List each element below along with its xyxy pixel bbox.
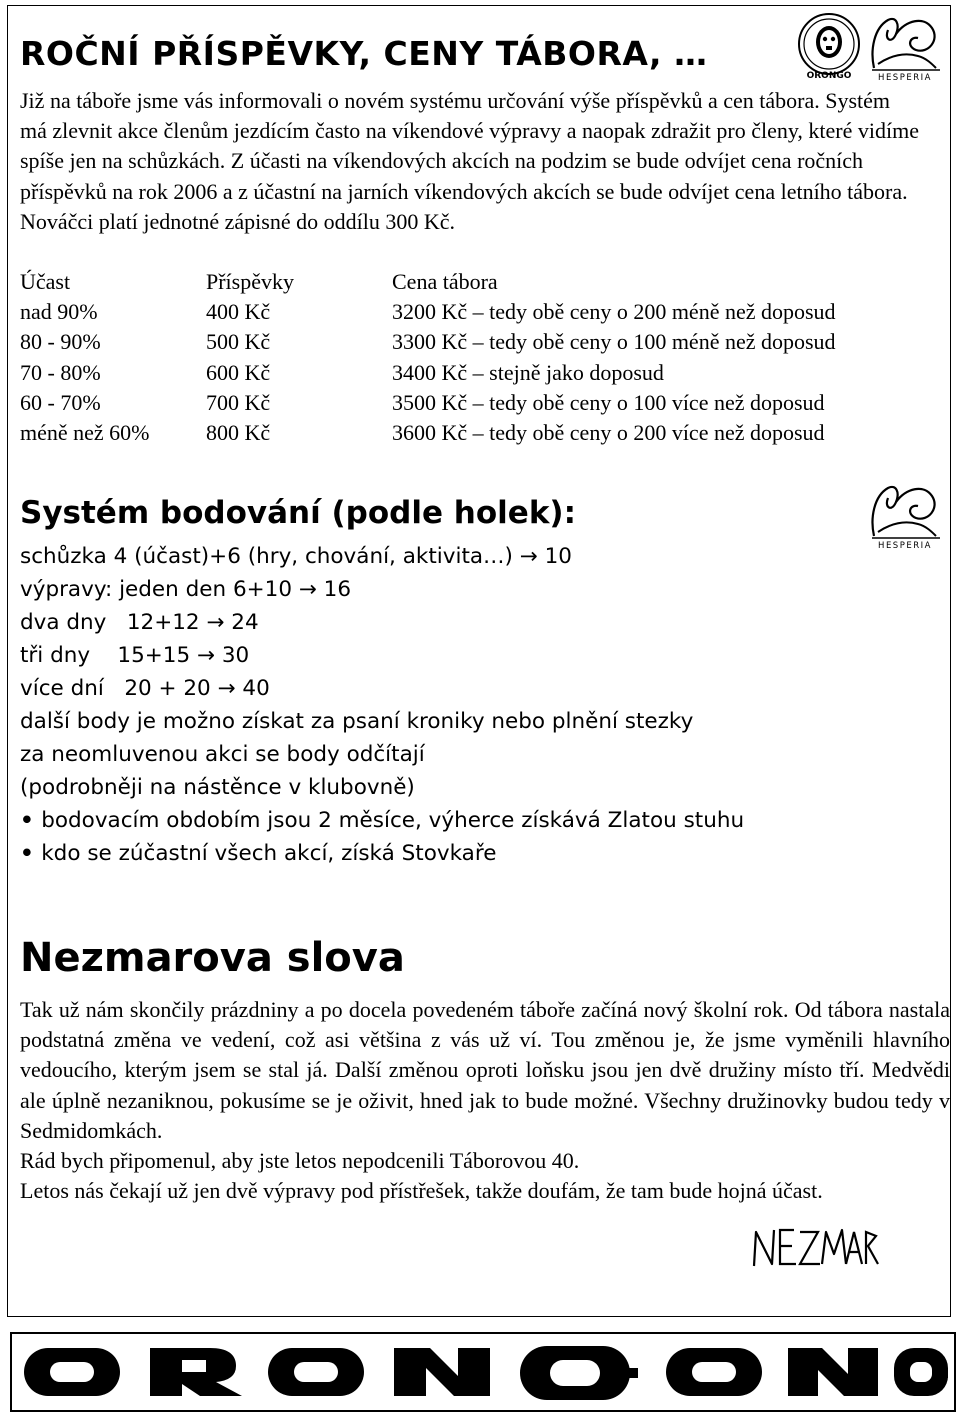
header-fees: Příspěvky — [206, 269, 294, 294]
article-paragraph: Rád bych připomenul, aby jste letos nepodcenili Táborovou 40. — [20, 1148, 580, 1174]
participation-cell: 70 - 80% — [20, 359, 101, 385]
list-item: (podrobněji na nástěnce v klubovně) — [20, 775, 415, 800]
svg-text:HESPERIA: HESPERIA — [878, 73, 932, 82]
svg-text:ORONGO: ORONGO — [806, 71, 852, 81]
fee-cell: 600 Kč — [206, 359, 271, 385]
list-item: dva dny 12+12 → 24 — [20, 610, 259, 635]
camp-price-cell: 3200 Kč – tedy obě ceny o 200 méně než doposud — [392, 299, 836, 325]
svg-text:HESPERIA: HESPERIA — [878, 541, 932, 550]
fees-table-header — [20, 267, 836, 297]
table-row — [20, 388, 836, 418]
header-camp-price: Cena tábora — [392, 269, 498, 294]
points-list — [20, 540, 744, 870]
fees-table — [20, 267, 836, 448]
camp-price-cell: 3600 Kč – tedy obě ceny o 200 více než doposud — [392, 420, 825, 446]
nezmar-article — [20, 995, 950, 1206]
camp-price-cell: 3400 Kč – stejně jako doposud — [392, 359, 664, 385]
points-title: Systém bodování (podle holek): — [20, 495, 577, 531]
orongo-banner-icon — [10, 1332, 956, 1412]
fees-intro-text: Již na táboře jsme vás informovali o novém systému určování výše příspěvků a cen tábora. Systém má zlevnit akce členům jezdícím často na víkendové výpravy a naopak zdražit pro členy, které vidíme spíše jen na schůzkách. Z účasti na víkendových akcích na podzim se bude odvíjet cena ročních příspěvků na rok 2006 a z účastní na jarních víkendových akcích se bude odvíjet cena letního tábora. — [20, 88, 919, 204]
participation-cell: 60 - 70% — [20, 389, 101, 415]
participation-cell: 80 - 90% — [20, 329, 101, 355]
hesperia-logo-icon — [866, 478, 944, 550]
fee-cell: 700 Kč — [206, 389, 271, 415]
list-item: více dní 20 + 20 → 40 — [20, 676, 270, 701]
camp-price-cell: 3500 Kč – tedy obě ceny o 100 více než doposud — [392, 389, 825, 415]
fee-cell: 400 Kč — [206, 299, 271, 325]
list-item: za neomluvenou akci se body odčítají — [20, 742, 425, 767]
table-row — [20, 327, 836, 357]
list-item: tři dny 15+15 → 30 — [20, 643, 250, 668]
article-paragraph: Tak už nám skončily prázdniny a po docela povedeném táboře začíná nový školní rok. Od tábora nastala podstatná změna ve vedení, což asi většina z vás už ví. Tou změnou je, že jsme vyměnili hlavního vedoucího, kterým jsem se stal já. Další změnou oproti loňsku jsou jen dvě družiny místo tří. Medvědi ale úplně nezaniknou, pokusíme se je oživit, hned jak to bude možné. Všechny družinovky budou tedy v Sedmidomkách. — [20, 997, 950, 1143]
orongo-logo-icon — [796, 12, 862, 82]
bullet-item: • bodovacím obdobím jsou 2 měsíce, výherce získává Zlatou stuhu — [20, 804, 744, 837]
camp-price-cell: 3300 Kč – tedy obě ceny o 100 méně než doposud — [392, 329, 836, 355]
hesperia-logo-icon — [866, 10, 944, 82]
article-paragraph: Letos nás čekají už jen dvě výpravy pod přístřešek, takže doufám, že tam bude hojná účast. — [20, 1178, 823, 1204]
participation-cell: méně než 60% — [20, 420, 150, 446]
list-item: další body je možno získat za psaní kroniky nebo plnění stezky — [20, 709, 694, 734]
newcomers-note: Nováčci platí jednotné zápisné do oddílu 300 Kč. — [20, 208, 455, 234]
list-item: výpravy: jeden den 6+10 → 16 — [20, 577, 352, 602]
bullet-item: • kdo se zúčastní všech akcí, získá Stovkaře — [20, 837, 744, 870]
participation-cell: nad 90% — [20, 299, 98, 325]
fees-intro — [20, 86, 920, 237]
table-row — [20, 297, 836, 327]
signature-icon — [738, 1218, 882, 1280]
list-item: schůzka 4 (účast)+6 (hry, chování, aktivita…) → 10 — [20, 544, 572, 569]
fee-cell: 500 Kč — [206, 329, 271, 355]
table-row — [20, 418, 836, 448]
fees-title: ROČNÍ PŘÍSPĚVKY, CENY TÁBORA, … — [20, 34, 708, 73]
table-row — [20, 358, 836, 388]
nezmar-title: Nezmarova slova — [20, 935, 405, 981]
fee-cell: 800 Kč — [206, 420, 271, 446]
header-participation: Účast — [20, 269, 71, 294]
